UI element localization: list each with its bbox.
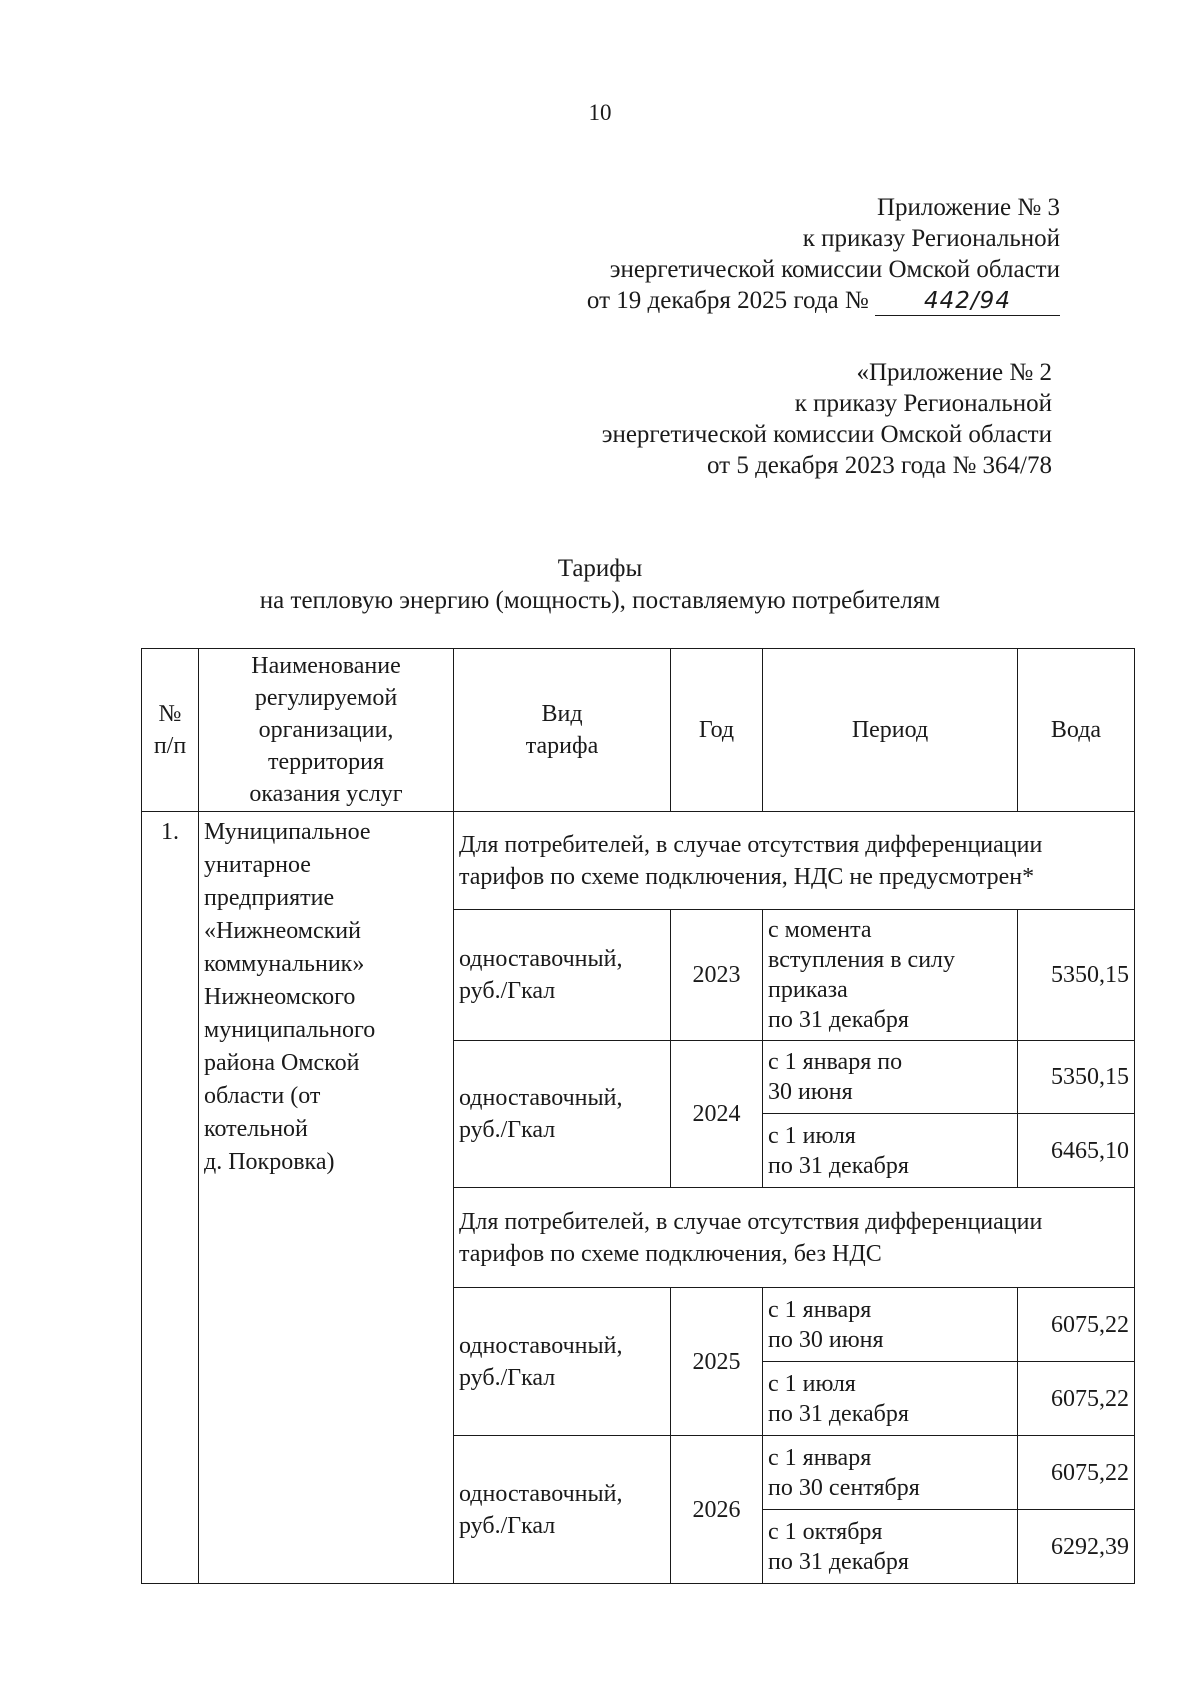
tariff-value: 6075,22	[1018, 1362, 1135, 1436]
header-period: Период	[763, 649, 1018, 812]
tariffs-table	[141, 648, 1135, 1584]
tariff-value: 6465,10	[1018, 1114, 1135, 1188]
title-line-1: Тарифы	[557, 555, 643, 582]
header-year: Год	[671, 649, 763, 812]
appendix-2-title: «Приложение № 2	[856, 359, 1052, 386]
table-row	[142, 812, 1135, 910]
tariff-type: одноставочный, руб./Гкал	[454, 1041, 671, 1188]
tariff-year: 2026	[671, 1436, 763, 1584]
tariff-period: с 1 января по 30 июня	[763, 1288, 1018, 1362]
tariff-year: 2025	[671, 1288, 763, 1436]
header-num: № п/п	[142, 649, 199, 812]
tariff-period: с 1 июля по 31 декабря	[763, 1362, 1018, 1436]
appendix-2-line3: энергетической комиссии Омской области	[601, 421, 1052, 448]
tariff-value: 6292,39	[1018, 1510, 1135, 1584]
tariff-period: с 1 января по 30 сентября	[763, 1436, 1018, 1510]
handwritten-order-number: 442/94	[875, 287, 1060, 316]
title-line-2: на тепловую энергию (мощность), поставляемую потребителям	[259, 587, 941, 614]
header-tariff-type: Вид тарифа	[454, 649, 671, 812]
tariff-year: 2024	[671, 1041, 763, 1188]
appendix-3-header	[587, 192, 1060, 316]
document-title	[0, 553, 1200, 617]
header-org: Наименование регулируемой организации, территория оказания услуг	[199, 649, 454, 812]
appendix-2-line2: к приказу Региональной	[794, 390, 1052, 417]
appendix-2-header	[602, 357, 1052, 481]
organization-name: Муниципальное унитарное предприятие «Нижнеомский коммунальник» Нижнеомского муниципального района Омской области (от котельной д. Покровка)	[199, 812, 454, 1584]
tariff-value: 5350,15	[1018, 910, 1135, 1041]
tariff-period: с 1 июля по 31 декабря	[763, 1114, 1018, 1188]
tariff-period: с момента вступления в силу приказа по 31 декабря	[763, 910, 1018, 1041]
appendix-3-title: Приложение № 3	[876, 194, 1060, 221]
tariff-value: 5350,15	[1018, 1041, 1135, 1114]
tariff-period: с 1 октября по 31 декабря	[763, 1510, 1018, 1584]
row-number: 1.	[142, 812, 199, 1584]
section-note-without-vat: Для потребителей, в случае отсутствия дифференциации тарифов по схеме подключения, без НДС	[454, 1188, 1135, 1288]
tariff-type: одноставочный, руб./Гкал	[454, 910, 671, 1041]
appendix-3-line3: энергетической комиссии Омской области	[609, 256, 1060, 283]
section-note-vat-not-provided: Для потребителей, в случае отсутствия дифференциации тарифов по схеме подключения, НДС не предусмотрен*	[454, 812, 1135, 910]
appendix-3-date-line	[587, 285, 1060, 316]
tariff-year: 2023	[671, 910, 763, 1041]
appendix-3-date: от 19 декабря 2025 года №	[586, 287, 869, 314]
tariff-value: 6075,22	[1018, 1436, 1135, 1510]
appendix-3-line2: к приказу Региональной	[802, 225, 1060, 252]
tariff-period: с 1 января по 30 июня	[763, 1041, 1018, 1114]
tariff-value: 6075,22	[1018, 1288, 1135, 1362]
tariff-type: одноставочный, руб./Гкал	[454, 1436, 671, 1584]
page-number: 10	[588, 100, 612, 125]
header-water: Вода	[1018, 649, 1135, 812]
tariff-type: одноставочный, руб./Гкал	[454, 1288, 671, 1436]
table-header-row	[142, 649, 1135, 812]
appendix-2-date-line: от 5 декабря 2023 года № 364/78	[706, 452, 1052, 479]
